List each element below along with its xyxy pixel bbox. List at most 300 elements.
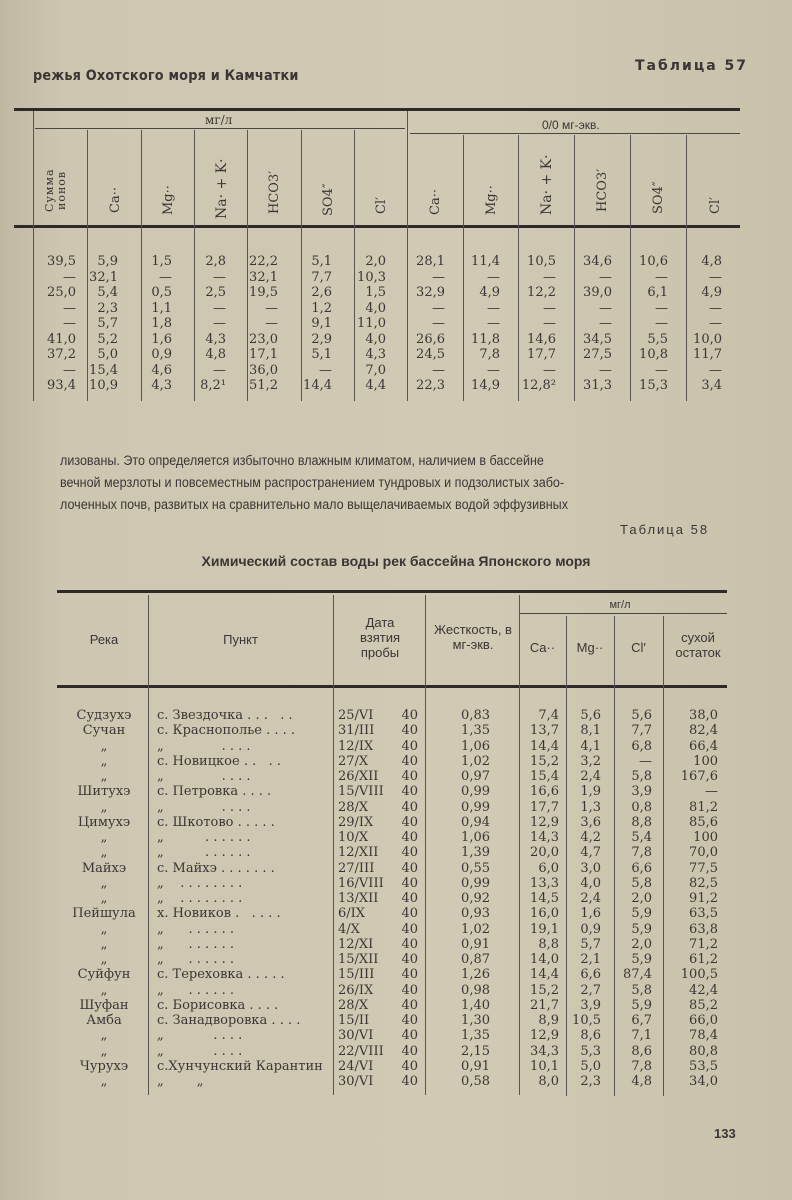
date-cell: 28/X	[338, 799, 369, 815]
ca-cell: 13,3	[530, 875, 559, 891]
point-cell: „ . . . .	[157, 1044, 243, 1059]
dry-residue-cell: 53,5	[689, 1058, 718, 1074]
table-57-cell: 36,0	[249, 362, 278, 378]
table-57-cell: 11,0	[357, 316, 386, 331]
point-cell: с. Тереховка . . . . .	[157, 968, 285, 983]
dry-residue-cell: 85,6	[689, 814, 718, 830]
table-57-cell: 7,8	[479, 347, 500, 362]
river-cell: Судзухэ	[76, 708, 132, 723]
table-57-cell: 7,7	[311, 269, 332, 285]
dry-residue-cell: 91,2	[689, 891, 718, 906]
point-cell: „ . . . . . . . .	[157, 876, 243, 891]
table-57-cell: 17,1	[249, 347, 278, 362]
year-cell: 40	[401, 1028, 418, 1044]
table-57-cell: 41,0	[47, 331, 76, 347]
table-57-cell: 1,6	[151, 331, 172, 347]
table-57-cell: —	[432, 362, 445, 378]
hardness-cell: 0,83	[461, 708, 490, 723]
table-57-cell: 34,6	[583, 254, 612, 269]
river-cell: Пейшула	[72, 906, 136, 922]
year-cell: 40	[401, 723, 418, 739]
ca-cell: 8,9	[538, 1013, 559, 1028]
table-57-cell: 14,6	[527, 331, 556, 347]
date-cell: 28/X	[338, 997, 369, 1013]
date-cell: 25/VI	[338, 708, 374, 723]
table-57-cell: 34,5	[583, 331, 612, 347]
table-57-cell: 27,5	[583, 347, 612, 362]
col-header-ca: Ca··	[108, 187, 123, 213]
mg-cell: 4,7	[580, 845, 601, 861]
date-cell: 27/III	[338, 860, 375, 876]
table-57-cell: 11,7	[693, 347, 722, 362]
year-cell: 40	[401, 967, 418, 983]
year-cell: 40	[401, 936, 418, 952]
year-cell: 40	[401, 799, 418, 815]
ca-cell: 7,4	[538, 708, 559, 723]
table-57-cell: —	[159, 269, 172, 285]
river-cell: Амба	[86, 1013, 122, 1028]
point-cell: „ . . . . . .	[157, 922, 234, 937]
table-57-cell: —	[63, 316, 76, 331]
col-header-hardness: Жесткость, в мг-экв.	[434, 622, 512, 652]
cl-cell: 7,8	[631, 1058, 652, 1074]
ca-cell: 14,5	[530, 891, 559, 906]
col-header-mg-pct: Mg··	[484, 185, 499, 215]
dry-residue-cell: 100,5	[680, 967, 718, 983]
col-header-ca-pct: Ca··	[428, 189, 443, 216]
dry-residue-cell: 34,0	[689, 1074, 718, 1089]
table-57-cell: —	[599, 300, 612, 316]
hardness-cell: 0,93	[461, 906, 490, 922]
mg-cell: 3,0	[580, 860, 601, 876]
table-57-cell: 5,9	[97, 254, 118, 269]
cl-cell: 4,8	[631, 1074, 652, 1089]
ca-cell: 16,0	[530, 906, 559, 922]
river-cell: „	[100, 1043, 108, 1059]
table-57-cell: 4,4	[365, 378, 386, 393]
table-57-cell: —	[655, 269, 668, 285]
point-cell: с.Хунчунский Карантин	[157, 1059, 323, 1074]
date-cell: 15/XII	[338, 952, 379, 967]
river-cell: „	[100, 769, 108, 784]
table-57-cell: 11,8	[471, 331, 500, 347]
cl-cell: 6,8	[631, 738, 652, 754]
table-57-cell: 26,6	[416, 331, 445, 347]
running-title: режья Охотского моря и Камчатки	[33, 68, 299, 84]
col-header-na-k: Na· + K·	[214, 158, 230, 220]
dry-residue-cell: 77,5	[689, 860, 718, 876]
table-57-cell: 93,4	[47, 378, 76, 393]
point-cell: с. Звездочка . . . . .	[157, 709, 293, 723]
cl-cell: 6,7	[631, 1013, 652, 1028]
mg-cell: 4,2	[580, 830, 601, 845]
col-header-river: Река	[89, 632, 119, 647]
table-57-cell: —	[432, 269, 445, 285]
table-57-cell: 23,0	[249, 331, 278, 347]
pct-group-header: 0/0 мг-экв.	[542, 118, 600, 132]
date-cell: 27/X	[338, 753, 369, 769]
ca-cell: 21,7	[530, 997, 559, 1013]
date-cell: 31/III	[338, 723, 375, 739]
table-57-cell: 32,1	[249, 269, 278, 285]
table-57-cell: —	[709, 362, 722, 378]
table-57-cell: 10,6	[639, 254, 668, 269]
table-57-cell: —	[265, 316, 278, 331]
year-cell: 40	[401, 784, 418, 800]
point-cell: с. Борисовка . . . .	[157, 998, 279, 1013]
dry-residue-cell: 63,8	[689, 921, 718, 937]
table-57-cell: 1,5	[151, 254, 172, 269]
col-header-date: Дата взятия пробы	[359, 615, 400, 660]
table-57-cell: —	[655, 316, 668, 331]
table-57-cell: 32,1	[89, 269, 118, 285]
river-cell: „	[100, 1028, 108, 1044]
table-57-cell: —	[432, 300, 445, 316]
cl-cell: 8,8	[631, 814, 652, 830]
dry-residue-cell: 82,5	[689, 875, 718, 891]
table-57-cell: 15,4	[89, 362, 118, 378]
year-cell: 40	[401, 753, 418, 769]
cl-cell: 3,9	[631, 784, 652, 800]
table-57-cell: —	[599, 316, 612, 331]
river-cell: Шуфан	[79, 997, 129, 1013]
date-cell: 24/VI	[338, 1058, 374, 1074]
table-57-cell: 2,0	[365, 254, 386, 269]
hardness-cell: 0,94	[461, 814, 490, 830]
river-cell: „	[100, 921, 108, 937]
cl-cell: 5,9	[631, 906, 652, 922]
date-cell: 4/X	[338, 921, 360, 937]
cl-cell: 7,1	[631, 1028, 652, 1044]
ca-cell: 8,8	[538, 936, 559, 952]
cl-cell: 5,8	[631, 875, 652, 891]
col-header-so4-pct: SO4″	[651, 181, 666, 214]
dry-residue-cell: 38,0	[689, 708, 718, 723]
table-57-cell: 25,0	[47, 285, 76, 300]
dry-residue-cell: 100	[693, 753, 718, 769]
point-cell: „ . . . .	[157, 1029, 243, 1044]
river-cell: „	[100, 1074, 108, 1089]
table-57-cell: 32,9	[416, 285, 445, 300]
river-cell: „	[100, 936, 108, 952]
hardness-cell: 1,02	[461, 921, 490, 937]
ca-cell: 15,4	[530, 769, 559, 784]
col-divider	[425, 595, 426, 1095]
dry-residue-cell: 80,8	[689, 1043, 718, 1059]
table-57-cell: 2,6	[311, 285, 332, 300]
mgl-group-header: мг/л	[205, 113, 233, 127]
point-cell: х. Новиков . . . . .	[157, 907, 281, 922]
table-57-cell: —	[543, 300, 556, 316]
ca-cell: 16,6	[530, 784, 559, 800]
table-57-cell: 4,9	[479, 285, 500, 300]
year-cell: 40	[401, 875, 418, 891]
date-cell: 30/VI	[338, 1074, 374, 1089]
col-header-mg: Mg··	[576, 640, 604, 655]
hardness-cell: 1,35	[461, 1028, 490, 1044]
col-header-dry-residue: сухой остаток	[675, 630, 721, 660]
mg-cell: 3,6	[580, 814, 601, 830]
table-57-cell: 15,3	[639, 378, 668, 393]
table-57-cell: 17,7	[527, 347, 556, 362]
ca-cell: 19,1	[530, 921, 559, 937]
table-57-cell: 10,5	[527, 254, 556, 269]
river-cell: Цимухэ	[77, 814, 131, 830]
river-cell: „	[100, 738, 108, 754]
table-57-cell: 10,9	[89, 378, 118, 393]
river-cell: „	[100, 982, 108, 998]
table-57-cell: 14,4	[303, 378, 332, 393]
river-cell: Суйфун	[77, 967, 131, 983]
ca-cell: 14,4	[530, 738, 559, 754]
year-cell: 40	[401, 830, 418, 845]
table-57-cell: 5,1	[311, 347, 332, 362]
river-cell: „	[100, 753, 108, 769]
table-57-cell: 11,4	[471, 254, 500, 269]
col-header-hco3-pct: HCO3′	[595, 168, 610, 212]
hardness-cell: 0,91	[461, 936, 490, 952]
table-57-cell: —	[599, 362, 612, 378]
table-57-cell: 2,5	[205, 285, 226, 300]
table-57-cell: 1,8	[151, 316, 172, 331]
mg-cell: 5,0	[580, 1058, 601, 1074]
hardness-cell: 0,92	[461, 891, 490, 906]
hardness-cell: 0,55	[461, 860, 490, 876]
dry-residue-cell: 78,4	[689, 1028, 718, 1044]
table-57-cell: 1,5	[365, 285, 386, 300]
hardness-cell: 0,99	[461, 784, 490, 800]
mg-cell: 1,9	[580, 784, 601, 800]
date-cell: 10/X	[338, 830, 369, 845]
table-57-cell: 4,3	[151, 378, 172, 393]
year-cell: 40	[401, 891, 418, 906]
mg-cell: 0,9	[580, 921, 601, 937]
table-57-cell: 8,2¹	[200, 378, 226, 393]
dry-residue-cell: 70,0	[689, 845, 718, 861]
table-58-top-rule	[57, 590, 727, 593]
year-cell: 40	[401, 738, 418, 754]
date-cell: 13/XII	[338, 891, 379, 906]
hardness-cell: 1,39	[461, 845, 490, 861]
col-header-cl: Cl′	[374, 196, 389, 214]
mg-cell: 2,7	[580, 982, 601, 998]
col-header-mg: Mg··	[161, 185, 176, 215]
year-cell: 40	[401, 952, 418, 967]
col-header-cl: Cl′	[631, 640, 646, 655]
river-cell: Майхэ	[81, 860, 127, 876]
table-57-cell: 5,0	[97, 347, 118, 362]
mg-cell: 5,6	[580, 708, 601, 723]
table-57-cell: 5,4	[97, 285, 118, 300]
table-58-title: Химический состав воды рек бассейна Японского моря	[201, 553, 591, 569]
ca-cell: 34,3	[530, 1043, 559, 1059]
point-cell: „ . . . . . .	[157, 953, 234, 967]
col-divider	[663, 616, 664, 1096]
col-header-so4: SO4″	[321, 183, 336, 217]
ca-cell: 14,4	[530, 967, 559, 983]
table-57-cell: —	[655, 362, 668, 378]
cl-cell: 5,8	[631, 982, 652, 998]
river-cell: Чурухэ	[79, 1058, 129, 1074]
year-cell: 40	[401, 845, 418, 861]
mgl-group-rule	[520, 613, 727, 614]
dry-residue-cell: 100	[693, 830, 718, 845]
cl-cell: 5,9	[631, 952, 652, 967]
ca-cell: 8,0	[538, 1074, 559, 1089]
dry-residue-cell: 61,2	[689, 952, 718, 967]
col-header-ion-sum: Сумма ионов	[43, 168, 68, 212]
year-cell: 40	[401, 860, 418, 876]
hardness-cell: 0,99	[461, 799, 490, 815]
hardness-cell: 1,40	[461, 997, 490, 1013]
year-cell: 40	[401, 1013, 418, 1028]
table-57-cell: 4,0	[365, 300, 386, 316]
cl-cell: 6,6	[631, 860, 652, 876]
hardness-cell: 1,30	[461, 1013, 490, 1028]
hardness-cell: 2,15	[461, 1043, 490, 1059]
table-57-cell: 4,0	[365, 331, 386, 347]
table-57-cell: —	[63, 362, 76, 378]
table-57-cell: 39,5	[47, 254, 76, 269]
table-57-cell: 22,3	[416, 378, 445, 393]
cl-cell: 7,8	[631, 845, 652, 861]
dry-residue-cell: 42,4	[689, 982, 718, 998]
paragraph-line: вечной мерзлоты и повсеместным распространением тундровых и подзолистых забо-	[60, 475, 565, 490]
year-cell: 40	[401, 997, 418, 1013]
hardness-cell: 1,02	[461, 753, 490, 769]
table-57-cell: —	[599, 269, 612, 285]
table-57-cell: —	[655, 300, 668, 316]
point-cell: „ . . . . . .	[157, 831, 251, 845]
dry-residue-cell: 82,4	[689, 723, 718, 739]
table-57-cell: —	[543, 316, 556, 331]
table-57-cell: —	[487, 316, 500, 331]
dry-residue-cell: 63,5	[689, 906, 718, 922]
hardness-cell: 1,26	[461, 967, 490, 983]
cl-cell: 2,0	[631, 936, 652, 952]
cl-cell: —	[639, 753, 652, 769]
table-57-cell: —	[63, 269, 76, 285]
dry-residue-cell: 81,2	[689, 799, 718, 815]
year-cell: 40	[401, 708, 418, 723]
hardness-cell: 0,91	[461, 1058, 490, 1074]
ca-cell: 20,0	[530, 845, 559, 861]
year-cell: 40	[401, 769, 418, 784]
hardness-cell: 0,99	[461, 875, 490, 891]
cl-cell: 2,0	[631, 891, 652, 906]
table-57-cell: —	[213, 269, 226, 285]
table-57-cell: —	[213, 362, 226, 378]
paragraph-line: лоченных почв, развитых на сравнительно мало выщелачиваемых водой эффузивных	[60, 497, 568, 512]
point-cell: с. Занадворовка . . . .	[157, 1014, 301, 1028]
mg-cell: 6,6	[580, 967, 601, 983]
dry-residue-cell: 66,4	[689, 738, 718, 754]
table-57-cell: —	[319, 362, 332, 378]
mg-cell: 4,1	[580, 738, 601, 754]
year-cell: 40	[401, 1043, 418, 1059]
date-cell: 15/III	[338, 967, 375, 983]
date-cell: 30/VI	[338, 1028, 374, 1044]
table-57-cell: 5,1	[311, 254, 332, 269]
table-57-cell: —	[432, 316, 445, 331]
table-57-cell: 12,8²	[521, 378, 556, 393]
year-cell: 40	[401, 906, 418, 922]
table-58-header-rule	[57, 685, 727, 688]
year-cell: 40	[401, 1074, 418, 1089]
mg-cell: 3,2	[580, 753, 601, 769]
col-header-hco3: HCO3′	[267, 170, 282, 215]
table-57-cell: 1,2	[311, 300, 332, 316]
table-57-cell: 2,8	[205, 254, 226, 269]
date-cell: 12/XII	[338, 845, 379, 861]
point-cell: „ . . . . . .	[157, 937, 234, 952]
table-57-cell: 9,1	[311, 316, 332, 331]
date-cell: 12/XI	[338, 936, 374, 952]
date-cell: 26/XII	[338, 769, 379, 784]
table-57-cell: 19,5	[249, 285, 278, 300]
table-57-cell: 28,1	[416, 254, 445, 269]
table-57-cell: 7,0	[365, 362, 386, 378]
mg-cell: 10,5	[572, 1013, 601, 1028]
table-57-cell: 12,2	[527, 285, 556, 300]
ca-cell: 6,0	[538, 860, 559, 876]
year-cell: 40	[401, 921, 418, 937]
mg-cell: 1,3	[580, 799, 601, 815]
table-57-cell: —	[63, 300, 76, 316]
year-cell: 40	[401, 814, 418, 830]
cl-cell: 7,7	[631, 723, 652, 739]
hardness-cell: 1,06	[461, 738, 490, 754]
hardness-cell: 0,98	[461, 982, 490, 998]
paragraph-line: лизованы. Это определяется избыточно влажным климатом, наличием в бассейне	[60, 453, 544, 468]
point-cell: с. Майхэ . . . . . . .	[157, 861, 275, 876]
ca-cell: 10,1	[530, 1058, 559, 1074]
year-cell: 40	[401, 982, 418, 998]
river-cell: „	[100, 875, 108, 891]
col-header-cl-pct: Cl′	[708, 196, 723, 214]
date-cell: 16/VIII	[338, 875, 384, 891]
date-cell: 6/IX	[338, 906, 366, 922]
date-cell: 26/IX	[338, 982, 374, 998]
hardness-cell: 0,58	[461, 1074, 490, 1089]
table-57-cell: 4,8	[205, 347, 226, 362]
table-57-cell: 10,0	[693, 331, 722, 347]
table-57-cell: 39,0	[583, 285, 612, 300]
point-cell: „ . . . . . .	[157, 983, 234, 998]
mg-cell: 8,6	[580, 1028, 601, 1044]
date-cell: 15/VIII	[338, 784, 384, 800]
hardness-cell: 0,97	[461, 769, 490, 784]
col-divider	[148, 595, 149, 1095]
mg-cell: 5,7	[580, 936, 601, 952]
table-57-cell: 4,3	[205, 331, 226, 347]
point-cell: с. Краснополье . . . .	[157, 724, 296, 739]
point-cell: с. Петровка . . . .	[157, 785, 272, 800]
mg-cell: 3,9	[580, 997, 601, 1013]
dry-residue-cell: 71,2	[689, 936, 718, 952]
table-57-cell: —	[709, 269, 722, 285]
ca-cell: 13,7	[530, 723, 559, 739]
table-57-cell: 10,3	[357, 269, 386, 285]
point-cell: „ . . . .	[157, 739, 251, 754]
table-57-cell: 5,7	[97, 316, 118, 331]
table-57-cell: —	[213, 300, 226, 316]
table-57-cell: 0,9	[151, 347, 172, 362]
page-number: 133	[714, 1126, 736, 1141]
point-cell: „ „	[157, 1075, 204, 1089]
ca-cell: 14,0	[530, 952, 559, 967]
table-57-cell: 6,1	[647, 285, 668, 300]
